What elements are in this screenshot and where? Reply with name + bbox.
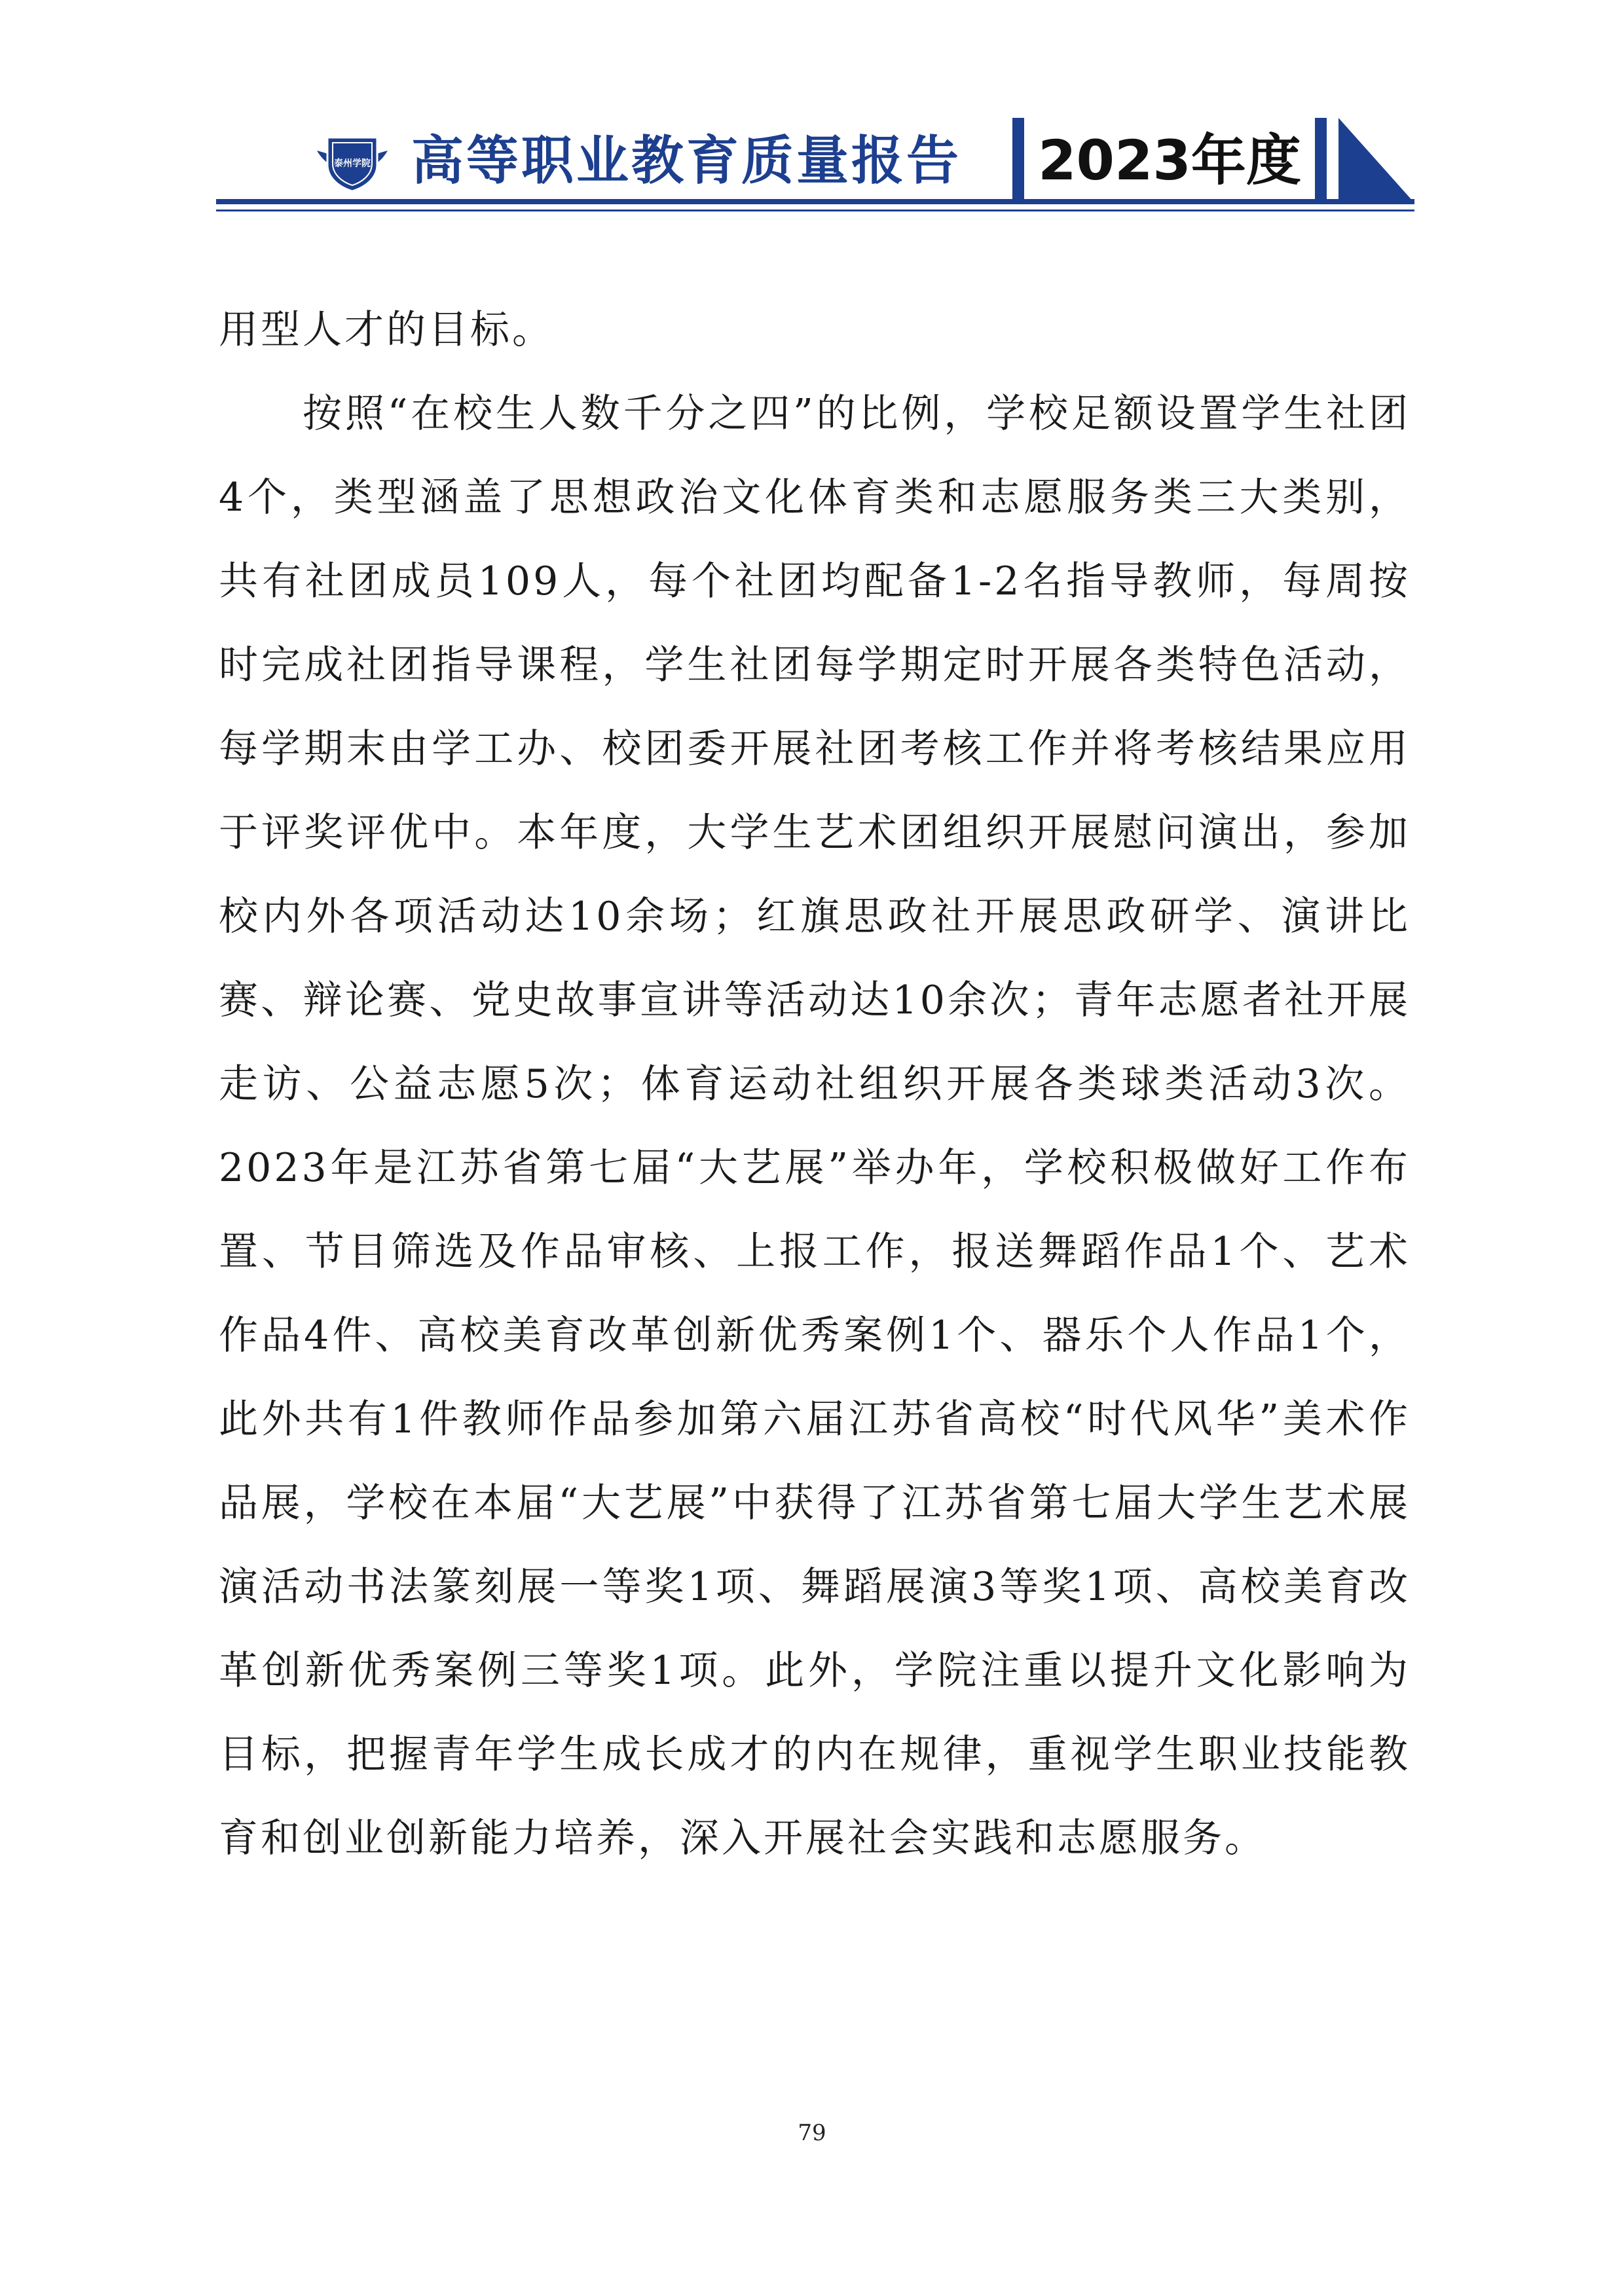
header-divider-thin [216, 210, 1414, 211]
header-divider-thick [216, 199, 1414, 204]
report-year: 2023年度 [1038, 128, 1301, 192]
school-crest-text: 泰州学院 [334, 158, 371, 169]
body-text [219, 288, 1411, 1880]
header-triangle-decoration [1338, 118, 1414, 203]
paragraph-student-clubs: 按照“在校生人数千分之四”的比例，学校足额设置学生社团4个，类型涵盖了思想政治文化体育类和志愿服务类三大类别，共有社团成员109人，每个社团均配备1-2名指导教师，每周按时完成社团指导课程，学生社团每学期定时开展各类特色活动，每学期末由学工办、校团委开展社团考核工作并将考核结果应用于评奖评优中。本年度，大学生艺术团组织开展慰问演出，参加校内外各项活动达10余场；红旗思政社开展思政研学、演讲比赛、辩论赛、党史故事宣讲等活动达10余次；青年志愿者社开展走访、公益志愿5次；体育运动社组织开展各类球类活动3次。2023年是江苏省第七届“大艺展”举办年，学校积极做好工作布置、节目筛选及作品审核、上报工作，报送舞蹈作品1个、艺术作品4件、高校美育改革创新优秀案例1个、器乐个人作品1个，此外共有1件教师作品参加第六届江苏省高校“时代风华”美术作品展，学校在本届“大艺展”中获得了江苏省第七届大学生艺术展演活动书法篆刻展一等奖1项、舞蹈展演3等奖1项、高校美育改革创新优秀案例三等奖1项。此外，学院注重以提升文化影响为目标，把握青年学生成长成才的内在规律，重视学生职业技能教育和创业创新能力培养，深入开展社会实践和志愿服务。 [219, 391, 1411, 1861]
page-number: 79 [798, 2120, 826, 2146]
page-header [0, 0, 1624, 223]
year-badge [1012, 118, 1327, 203]
school-crest-icon [313, 128, 392, 194]
report-title: 高等职业教育质量报告 [411, 130, 961, 191]
paragraph-continuation: 用型人才的目标。 [219, 307, 554, 353]
